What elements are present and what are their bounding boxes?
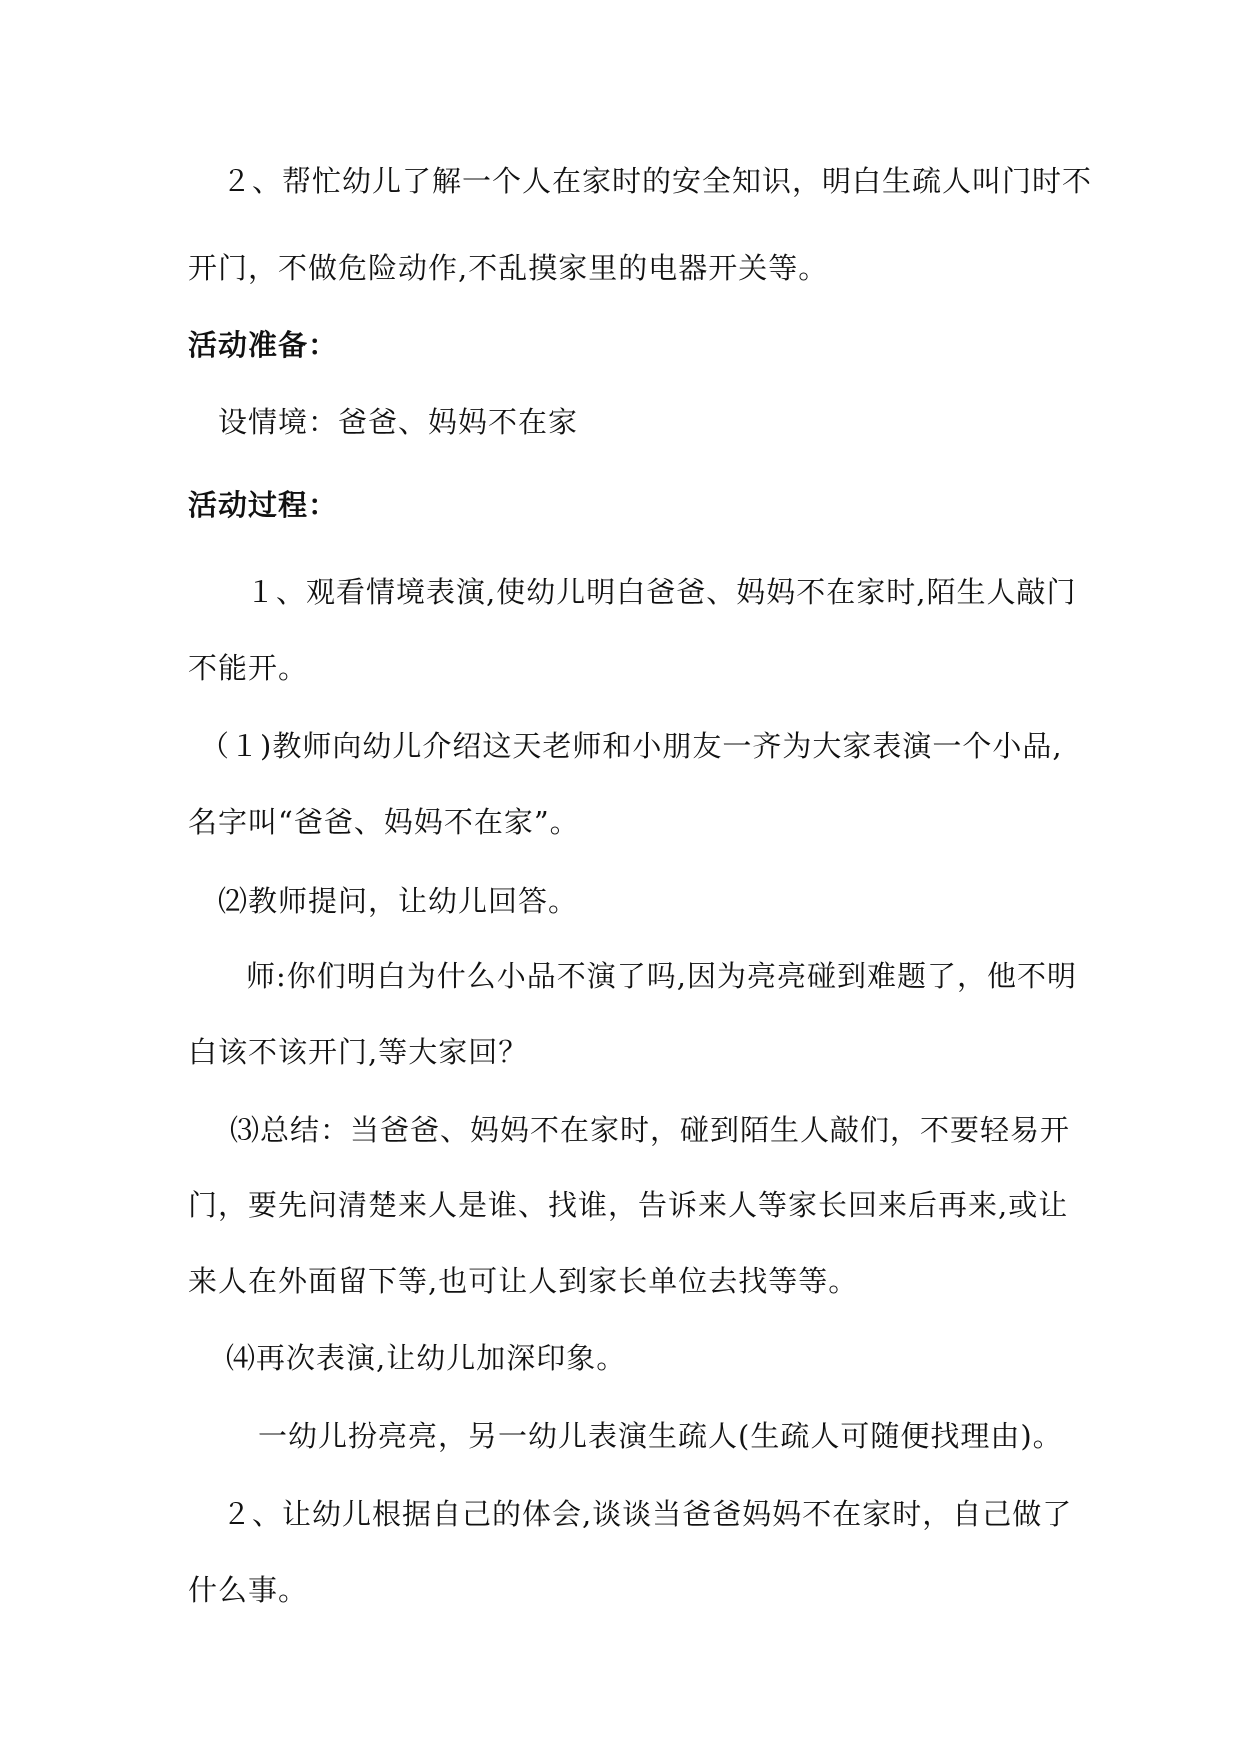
paragraph-line: 师:你们明白为什么小品不演了吗,因为亮亮碰到难题了，他不明 — [246, 959, 1077, 993]
paragraph-line: （１)教师向幼儿介绍这天老师和小朋友一齐为大家表演一个小品, — [200, 729, 1063, 763]
paragraph-line: ⑵教师提问，让幼儿回答。 — [218, 884, 579, 918]
paragraph-line: １、观看情境表演,使幼儿明白爸爸、妈妈不在家时,陌生人敲门 — [246, 575, 1077, 609]
section-heading-preparation: 活动准备： — [188, 328, 339, 362]
paragraph-line: 白该不该开门,等大家回？ — [188, 1035, 529, 1069]
paragraph-line: 设情境：爸爸、妈妈不在家 — [218, 405, 579, 439]
paragraph-line: ２、让幼儿根据自己的体会,谈谈当爸爸妈妈不在家时，自己做了 — [222, 1497, 1073, 1531]
section-heading-process: 活动过程： — [188, 488, 339, 522]
paragraph-line: 来人在外面留下等,也可让人到家长单位去找等等。 — [188, 1264, 859, 1298]
paragraph-line: 什么事。 — [188, 1573, 309, 1607]
paragraph-line: 不能开。 — [188, 651, 309, 685]
paragraph-line: 门，要先问清楚来人是谁、找谁，告诉来人等家长回来后再来,或让 — [188, 1188, 1069, 1222]
paragraph-line: 名字叫“爸爸、妈妈不在家”。 — [188, 805, 580, 839]
paragraph-line: 一幼儿扮亮亮，另一幼儿表演生疏人(生疏人可随便找理由)。 — [258, 1419, 1063, 1453]
paragraph-line: ⑷再次表演,让幼儿加深印象。 — [226, 1341, 627, 1375]
paragraph-line: ２、帮忙幼儿了解一个人在家时的安全知识，明白生疏人叫门时不 — [222, 164, 1093, 198]
paragraph-line: ⑶总结：当爸爸、妈妈不在家时，碰到陌生人敲们，不要轻易开 — [230, 1113, 1071, 1147]
paragraph-line: 开门，不做危险动作,不乱摸家里的电器开关等。 — [188, 251, 829, 285]
